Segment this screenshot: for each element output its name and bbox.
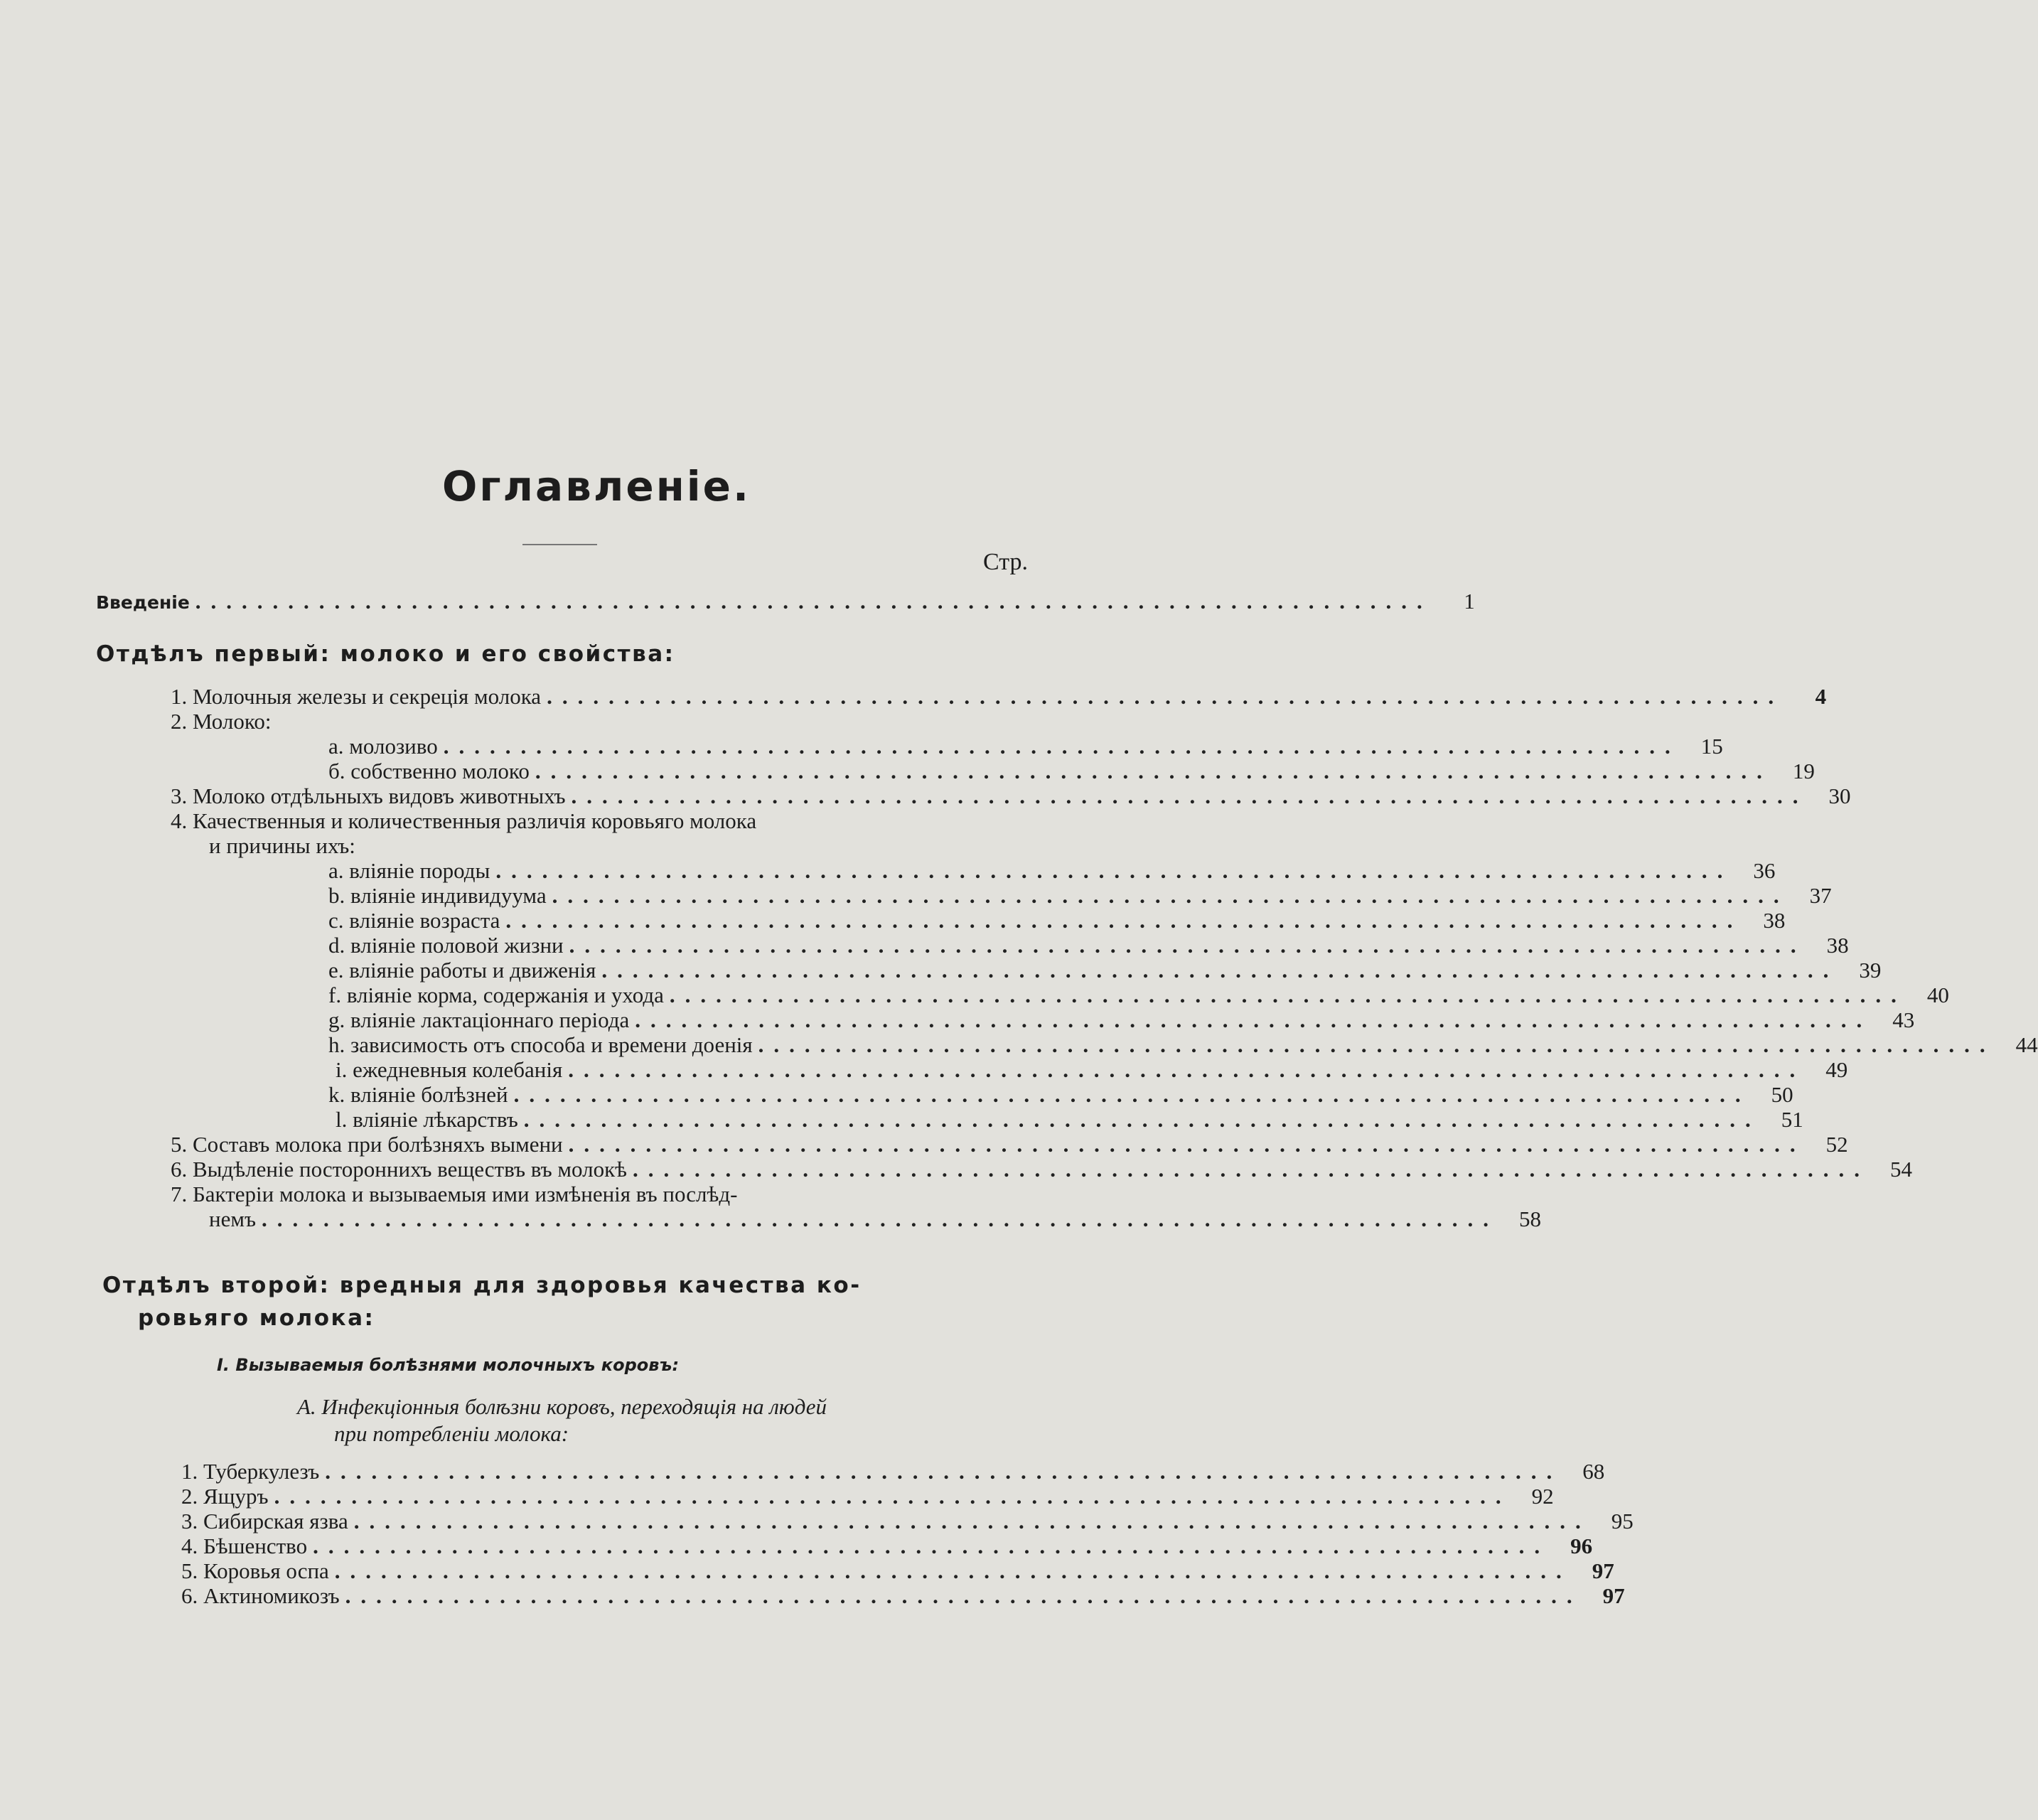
toc-entry-page: 50 xyxy=(1771,1082,1793,1107)
title-divider xyxy=(522,544,597,545)
toc-entry-page: 44 xyxy=(2015,1032,2038,1057)
toc-entry-page: 54 xyxy=(1889,1157,1912,1182)
dot-leader: ................................................................................ xyxy=(195,589,1432,614)
dot-leader: ................................................................................ xyxy=(262,1206,1498,1231)
toc-entry xyxy=(181,1484,1554,1509)
toc-entry-label: и причины ихъ: xyxy=(209,833,355,858)
dot-leader: ................................................................................ xyxy=(535,759,1772,783)
subsection-heading-line: А. Инфекціонныя болѣзни коровъ, переходящія на людей xyxy=(297,1394,827,1419)
toc-entry-page: 58 xyxy=(1519,1206,1541,1231)
toc-entry-label: b. вліяніе индивидуума xyxy=(328,883,547,908)
toc-entry-label: k. вліяніе болѣзней xyxy=(328,1082,508,1107)
toc-entry-label: l. вліяніе лѣкарствъ xyxy=(336,1107,518,1132)
toc-entry xyxy=(181,1509,1634,1533)
subsection-heading-a xyxy=(297,1393,827,1447)
toc-entry xyxy=(328,883,1832,908)
toc-entry xyxy=(171,783,1851,808)
toc-entry-page: 36 xyxy=(1753,858,1776,883)
toc-entry-label: h. зависимость отъ способа и времени доенія xyxy=(328,1032,753,1057)
dot-leader: ................................................................................ xyxy=(758,1032,1995,1057)
dot-leader: ................................................................................ xyxy=(345,1583,1582,1608)
toc-entry xyxy=(328,908,1786,933)
toc-entry xyxy=(209,1206,1541,1231)
toc-entry-label: 1. Туберкулезъ xyxy=(181,1459,320,1484)
toc-entry xyxy=(328,933,1849,958)
toc-entry-page: 39 xyxy=(1859,958,1882,983)
toc-entry-page: 92 xyxy=(1531,1484,1554,1509)
toc-entry xyxy=(328,858,1776,883)
dot-leader: ................................................................................ xyxy=(513,1082,1751,1107)
toc-entry xyxy=(171,1132,1848,1157)
dot-leader: ................................................................................ xyxy=(353,1509,1591,1533)
dot-leader: ................................................................................ xyxy=(569,933,1806,958)
dot-leader: ................................................................................ xyxy=(443,734,1680,759)
toc-entry-page: 97 xyxy=(1592,1558,1614,1583)
toc-entry-page: 51 xyxy=(1781,1107,1803,1132)
toc-entry-page: 1 xyxy=(1464,589,1475,614)
subsection-heading-line: при потребленіи молока: xyxy=(334,1421,569,1446)
dot-leader: ................................................................................ xyxy=(313,1533,1550,1558)
section-heading-line: ровьяго молока: xyxy=(138,1305,375,1331)
toc-entry xyxy=(336,1057,1848,1082)
toc-entry-label: 6. Выдѣленіе постороннихъ веществъ въ молокѣ xyxy=(171,1157,627,1182)
toc-entry xyxy=(328,1007,1915,1032)
toc-entry-label: 7. Бактеріи молока и вызываемыя ими измѣненія въ послѣд- xyxy=(171,1182,738,1206)
toc-entry-label: 3. Молоко отдѣльныхъ видовъ животныхъ xyxy=(171,783,566,808)
dot-leader: ................................................................................ xyxy=(505,908,1743,933)
toc-entry-page: 38 xyxy=(1826,933,1849,958)
toc-entry xyxy=(328,983,1949,1007)
toc-entry xyxy=(328,759,1815,783)
toc-entry-label: 3. Сибирская язва xyxy=(181,1509,348,1533)
toc-entry-label: g. вліяніе лактаціоннаго періода xyxy=(328,1007,630,1032)
toc-entry-page: 95 xyxy=(1611,1509,1634,1533)
toc-entry xyxy=(328,1032,2038,1057)
toc-entry-label: 4. Качественныя и количественныя различія коровьяго молока xyxy=(171,808,757,833)
dot-leader: ................................................................................ xyxy=(632,1157,1870,1182)
toc-entry-label: i. ежедневныя колебанія xyxy=(336,1057,563,1082)
toc-entry xyxy=(328,1082,1793,1107)
dot-leader: ................................................................................ xyxy=(571,783,1808,808)
dot-leader: ................................................................................ xyxy=(568,1132,1806,1157)
page-title: Оглавленіе. xyxy=(441,462,751,510)
toc-entry-label: 5. Составъ молока при болѣзняхъ вымени xyxy=(171,1132,563,1157)
subsection-heading: I. Вызываемыя болѣзнями молочныхъ коровъ: xyxy=(217,1355,680,1375)
toc-entry xyxy=(171,1157,1912,1182)
dot-leader: ................................................................................ xyxy=(635,1007,1872,1032)
toc-entry-label: б. собственно молоко xyxy=(328,759,530,783)
toc-entry xyxy=(336,1107,1803,1132)
section-heading-2 xyxy=(102,1269,862,1334)
toc-entry-label: немъ xyxy=(209,1206,256,1231)
toc-entry-label: а. вліяніе породы xyxy=(328,858,490,883)
toc-entry-page: 68 xyxy=(1582,1459,1605,1484)
toc-entry xyxy=(181,1533,1593,1558)
toc-entry xyxy=(181,1583,1625,1608)
toc-entry-label: 6. Актиномикозъ xyxy=(181,1583,340,1608)
dot-leader: ................................................................................ xyxy=(552,883,1789,908)
toc-entry xyxy=(181,1459,1605,1484)
dot-leader: ................................................................................ xyxy=(669,983,1906,1007)
toc-entry-label: f. вліяніе корма, содержанія и ухода xyxy=(328,983,664,1007)
toc-entry-label: 1. Молочныя железы и секреція молока xyxy=(171,684,542,709)
toc-entry-page: 52 xyxy=(1825,1132,1848,1157)
toc-entry-page: 4 xyxy=(1815,684,1827,709)
toc-entry-page: 96 xyxy=(1570,1533,1593,1558)
toc-entry-page: 19 xyxy=(1792,759,1815,783)
toc-entry-label: c. вліяніе возраста xyxy=(328,908,500,933)
toc-entry-page: 37 xyxy=(1809,883,1832,908)
toc-entry xyxy=(181,1558,1614,1583)
dot-leader: ................................................................................ xyxy=(495,858,1733,883)
toc-entry-label: 2. Ящуръ xyxy=(181,1484,269,1509)
dot-leader: ................................................................................ xyxy=(274,1484,1511,1509)
toc-entry xyxy=(328,734,1723,759)
toc-entry xyxy=(328,958,1882,983)
toc-entry-page: 38 xyxy=(1763,908,1786,933)
toc-entry-page: 97 xyxy=(1602,1583,1625,1608)
toc-entry xyxy=(171,684,1827,709)
toc-entry-page: 43 xyxy=(1892,1007,1915,1032)
dot-leader: ................................................................................ xyxy=(523,1107,1761,1132)
toc-entry-page: 49 xyxy=(1825,1057,1848,1082)
dot-leader: ................................................................................ xyxy=(334,1558,1572,1583)
toc-entry-label: 5. Коровья оспа xyxy=(181,1558,329,1583)
dot-leader: ................................................................................ xyxy=(547,684,1784,709)
section-heading-line: Отдѣлъ второй: вредныя для здоровья качества ко- xyxy=(102,1273,862,1298)
toc-entry-label: 2. Молоко: xyxy=(171,709,272,734)
dot-leader: ................................................................................ xyxy=(601,958,1839,983)
toc-entry-page: 15 xyxy=(1700,734,1723,759)
toc-entry-label: а. молозиво xyxy=(328,734,438,759)
toc-entry-intro xyxy=(96,589,1475,615)
toc-entry-label: Введеніе xyxy=(96,592,190,613)
toc-entry-page: 30 xyxy=(1828,783,1851,808)
toc-entry-page: 40 xyxy=(1926,983,1949,1007)
page-column-header: Стр. xyxy=(982,549,1028,575)
toc-entry-label: e. вліяніе работы и движенія xyxy=(328,958,596,983)
section-heading-1: Отдѣлъ первый: молоко и его свойства: xyxy=(96,641,675,667)
toc-entry-label: d. вліяніе половой жизни xyxy=(328,933,564,958)
dot-leader: ................................................................................ xyxy=(325,1459,1562,1484)
dot-leader: ................................................................................ xyxy=(568,1057,1806,1082)
toc-entry-label: 4. Бѣшенство xyxy=(181,1533,308,1558)
